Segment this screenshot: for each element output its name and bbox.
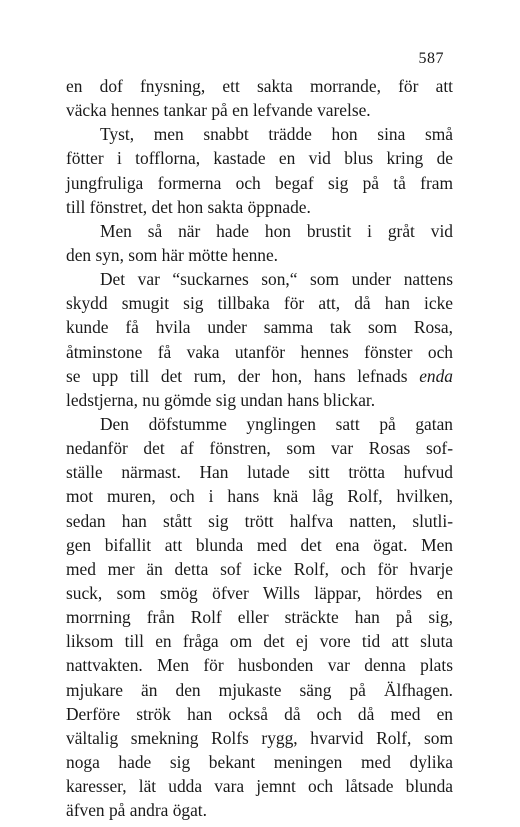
text-line-content: vältalig smekning Rolfs rygg, hvarvid Rolf, som: [66, 727, 453, 748]
text-line: [66, 605, 453, 629]
text-line: [66, 533, 453, 557]
text-line: [66, 122, 453, 146]
text-line: [66, 557, 453, 581]
text-line: [66, 629, 453, 653]
text-line: [66, 581, 453, 605]
text-line: [66, 484, 453, 508]
text-line-content: Den döfstumme ynglingen satt på gatan: [100, 413, 453, 434]
text-line: [66, 243, 453, 267]
text-line-content: jungfruliga formerna och begaf sig på tå fram: [66, 172, 453, 193]
text-line-content: skydd smugit sig tillbaka för att, då han icke: [66, 293, 453, 314]
text-line: [66, 146, 453, 170]
text-line-content: Men så när hade hon brustit i gråt vid: [100, 220, 453, 241]
text-line: [66, 653, 453, 677]
text-line: [66, 315, 453, 339]
text-line-content: Derföre strök han också då och då med en: [66, 703, 453, 724]
text-line: [66, 702, 453, 726]
text-line-content: liksom till en fråga om det ej vore tid att sluta: [66, 631, 453, 652]
text-line: [66, 774, 453, 798]
text-line: [66, 750, 453, 774]
emphasized-word: enda: [419, 365, 453, 386]
text-line-content: ledstjerna, nu gömde sig undan hans blickar.: [66, 389, 376, 410]
text-line: [66, 74, 453, 98]
text-line-content: nedanför det af fönstren, som var Rosas sof-: [66, 438, 453, 459]
text-line-content: morrning från Rolf eller sträckte han på sig,: [66, 607, 453, 628]
text-line: [66, 509, 453, 533]
text-line-content: ställe närmast. Han lutade sitt trötta hufvud: [66, 462, 453, 483]
text-line: [66, 98, 453, 122]
text-line-content: se upp till det rum, der hon, hans lefnads: [66, 365, 408, 386]
text-line: [66, 388, 453, 412]
text-line-content: med mer än detta sof icke Rolf, och för hvarje: [66, 558, 453, 579]
text-line-content: väcka hennes tankar på en lefvande varelse.: [66, 100, 371, 121]
text-line: [66, 195, 453, 219]
text-line-content: karesser, lät udda vara jemnt och låtsade blunda: [66, 776, 453, 797]
text-line-content: en dof fnysning, ett sakta morrande, för att: [66, 76, 453, 96]
text-line-content: fötter i tofflorna, kastade en vid blus kring de: [66, 148, 453, 169]
text-line-content: till fönstret, det hon sakta öppnade.: [66, 196, 311, 217]
text-line-content: äfven på andra ögat.: [66, 800, 207, 821]
text-line-content: kunde få hvila under samma tak som Rosa,: [66, 317, 453, 338]
text-line-content: åtminstone få vaka utanför hennes fönster och: [66, 341, 453, 362]
text-line: [66, 364, 453, 388]
text-line: [66, 291, 453, 315]
text-line: [66, 412, 453, 436]
text-line-content: noga hade sig bekant meningen med dylika: [66, 751, 453, 772]
text-line: [66, 219, 453, 243]
text-line-content: suck, som smög öfver Wills läppar, hördes en: [66, 582, 453, 603]
text-line: [66, 171, 453, 195]
text-line: [66, 726, 453, 750]
text-line-content: den syn, som här mötte henne.: [66, 244, 279, 265]
text-line-content: nattvakten. Men för husbonden var denna plats: [66, 655, 453, 676]
text-line: [66, 340, 453, 364]
text-line: [66, 436, 453, 460]
text-line-content: Det var “suckarnes son,“ som under nattens: [100, 269, 453, 290]
text-line: [66, 798, 453, 822]
body-text: [66, 74, 453, 822]
page-number: 587: [418, 50, 444, 67]
text-line-content: Tyst, men snabbt trädde hon sina små: [100, 124, 453, 145]
text-line: [66, 267, 453, 291]
text-line: [66, 460, 453, 484]
text-line-content: mot muren, och i hans knä låg Rolf, hvilken,: [66, 486, 453, 507]
text-line: [66, 678, 453, 702]
text-line-content: gen bifallit att blunda med det ena ögat. Men: [66, 534, 453, 555]
text-line-content: sedan han stått sig trött halfva natten, slutli-: [66, 510, 453, 531]
text-line-content: mjukare än den mjukaste säng på Älfhagen.: [66, 679, 453, 700]
